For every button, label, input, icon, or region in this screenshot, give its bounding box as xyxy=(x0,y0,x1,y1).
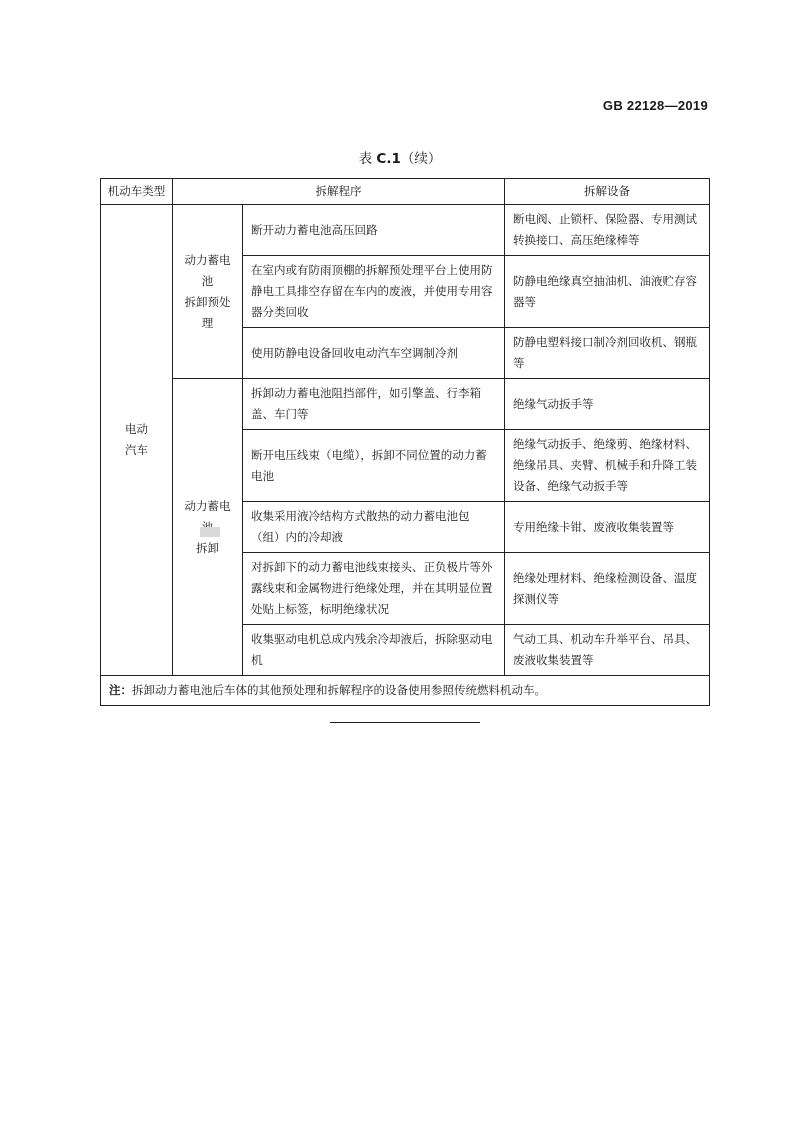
equipment-cell: 绝缘处理材料、绝缘检测设备、温度探测仪等 xyxy=(505,553,710,625)
note-row xyxy=(101,676,710,706)
caption-number: C.1 xyxy=(376,151,401,167)
header-procedure: 拆解程序 xyxy=(173,179,505,205)
procedure-cell: 对拆卸下的动力蓄电池线束接头、正负极片等外露线束和金属物进行绝缘处理，并在其明显位置处贴上标签，标明绝缘状况 xyxy=(243,553,505,625)
vehicle-type-cell xyxy=(101,205,173,676)
equipment-cell: 绝缘气动扳手、绝缘剪、绝缘材料、绝缘吊具、夹臂、机械手和升降工装设备、绝缘气动扳手等 xyxy=(505,430,710,502)
table-row xyxy=(101,205,710,256)
stage-line-1: 动力蓄电池 xyxy=(184,252,231,288)
stage-line-2: 拆卸预处理 xyxy=(184,294,231,330)
equipment-cell: 防静电塑料接口制冷剂回收机、钢瓶等 xyxy=(505,328,710,379)
table-caption xyxy=(0,147,800,167)
caption-prefix: 表 xyxy=(358,151,373,167)
vehicle-type-line-1: 电动 xyxy=(125,422,148,436)
dismantling-table xyxy=(100,178,710,706)
scan-artifact xyxy=(200,527,220,537)
table-note xyxy=(101,676,710,706)
note-text: 拆卸动力蓄电池后车体的其他预处理和拆解程序的设备使用参照传统燃料机动车。 xyxy=(132,683,546,697)
vehicle-type-line-2: 汽车 xyxy=(125,443,148,457)
header-row xyxy=(101,179,710,205)
equipment-cell: 专用绝缘卡钳、废液收集装置等 xyxy=(505,502,710,553)
header-vehicle-type: 机动车类型 xyxy=(101,179,173,205)
standard-code: GB 22128—2019 xyxy=(602,98,708,113)
procedure-cell: 收集采用液冷结构方式散热的动力蓄电池包（组）内的冷却液 xyxy=(243,502,505,553)
procedure-cell: 拆卸动力蓄电池阻挡部件，如引擎盖、行李箱盖、车门等 xyxy=(243,379,505,430)
procedure-cell: 使用防静电设备回收电动汽车空调制冷剂 xyxy=(243,328,505,379)
procedure-cell: 断开动力蓄电池高压回路 xyxy=(243,205,505,256)
equipment-cell: 防静电绝缘真空抽油机、油液贮存容器等 xyxy=(505,256,710,328)
procedure-cell: 在室内或有防雨顶棚的拆解预处理平台上使用防静电工具排空存留在车内的废液，并使用专用容器分类回收 xyxy=(243,256,505,328)
stage-line-1: 动力蓄电 xyxy=(184,498,231,513)
equipment-cell: 绝缘气动扳手等 xyxy=(505,379,710,430)
table-row xyxy=(101,379,710,430)
stage-cell-pretreatment xyxy=(173,205,243,379)
equipment-cell: 气动工具、机动车升举平台、吊具、废液收集装置等 xyxy=(505,625,710,676)
header-equipment: 拆解设备 xyxy=(505,179,710,205)
end-of-table-rule xyxy=(330,722,480,723)
equipment-cell: 断电阀、止锁杆、保险器、专用测试转换接口、高压绝缘棒等 xyxy=(505,205,710,256)
caption-suffix: （续） xyxy=(400,151,442,167)
procedure-cell: 断开电压线束（电缆），拆卸不同位置的动力蓄电池 xyxy=(243,430,505,502)
stage-line-2: 拆卸 xyxy=(196,540,219,555)
note-label: 注： xyxy=(109,683,132,697)
procedure-cell: 收集驱动电机总成内残余冷却液后，拆除驱动电机 xyxy=(243,625,505,676)
